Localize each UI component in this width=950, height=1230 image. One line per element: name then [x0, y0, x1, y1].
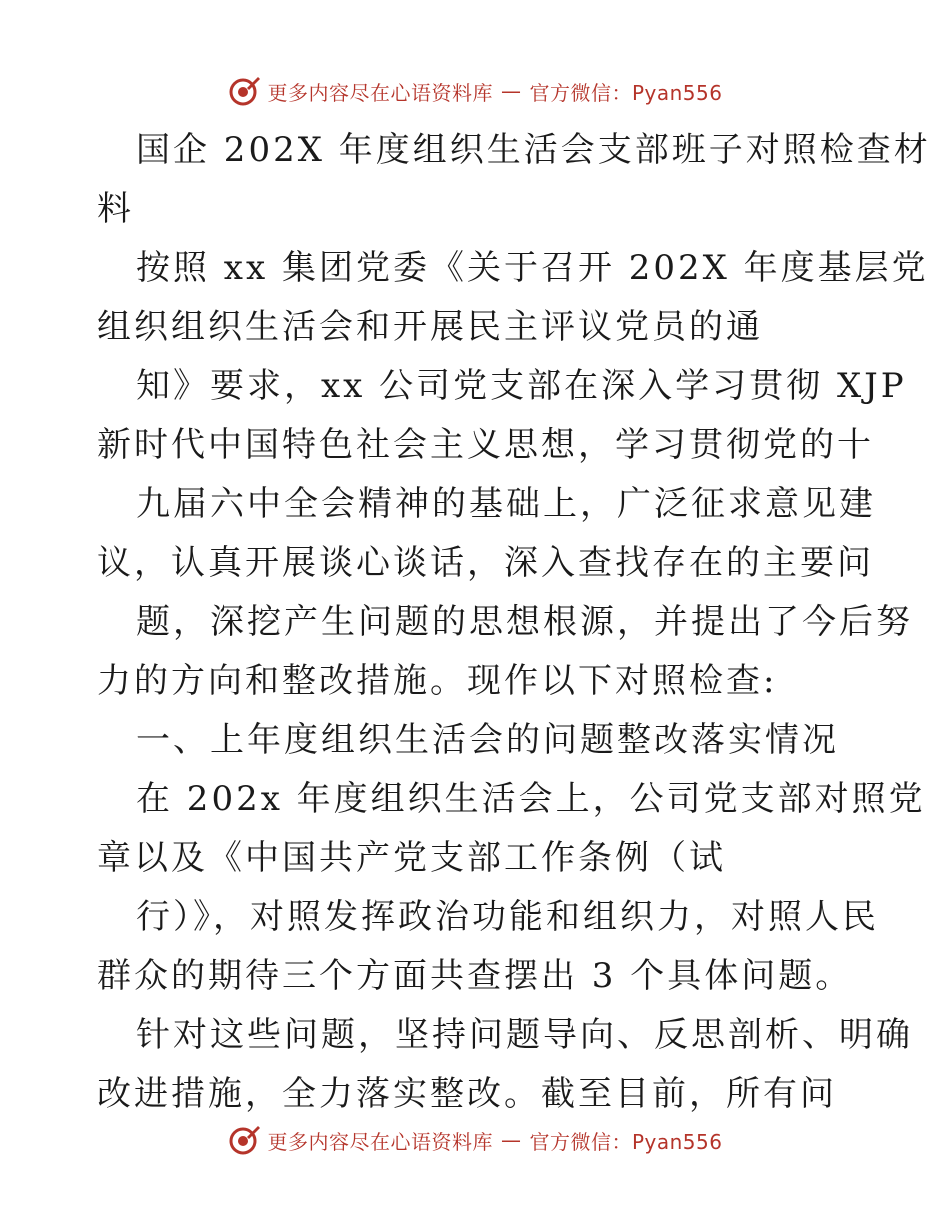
watermark-header — [0, 71, 950, 111]
watermark-contact: 官方微信：Pyan556 — [529, 1129, 723, 1154]
watermark-text: 更多内容尽在心语资料库 — [267, 1129, 493, 1154]
watermark-text: 更多内容尽在心语资料库 — [267, 80, 493, 105]
document-line: 知》要求，xx 公司党支部在深入学习贯彻 XJP — [136, 366, 907, 406]
document-line: 力的方向和整改措施。现作以下对照检查: — [97, 661, 778, 701]
document-line: 一、上年度组织生活会的问题整改落实情况 — [136, 720, 839, 760]
document-line: 针对这些问题，坚持问题导向、反思剖析、明确 — [136, 1015, 913, 1055]
document-line: 群众的期待三个方面共查摆出 3 个具体问题。 — [97, 956, 853, 996]
document-line: 国企 202X 年度组织生活会支部班子对照检查材 — [136, 130, 931, 170]
pen-logo-icon — [227, 1123, 261, 1157]
watermark-separator: — — [500, 1128, 522, 1152]
document-body — [97, 121, 931, 1124]
document-line: 题，深挖产生问题的思想根源，并提出了今后努 — [136, 602, 913, 642]
document-line: 九届六中全会精神的基础上，广泛征求意见建 — [136, 484, 876, 524]
watermark-separator: — — [500, 79, 522, 103]
document-line: 改进措施，全力落实整改。截至目前，所有问 — [97, 1074, 837, 1114]
document-line: 在 202x 年度组织生活会上，公司党支部对照党 — [136, 779, 926, 819]
watermark-footer — [0, 1120, 950, 1160]
document-line: 组织组织生活会和开展民主评议党员的通 — [97, 307, 763, 347]
document-line: 料 — [97, 189, 134, 229]
document-line: 议，认真开展谈心谈话，深入查找存在的主要问 — [97, 543, 874, 583]
document-line: 章以及《中国共产党支部工作条例（试 — [97, 838, 726, 878]
pen-logo-icon — [227, 74, 261, 108]
watermark-contact: 官方微信：Pyan556 — [529, 80, 723, 105]
document-line: 新时代中国特色社会主义思想，学习贯彻党的十 — [97, 425, 874, 465]
document-line: 行）》，对照发挥政治功能和组织力，对照人民 — [136, 897, 879, 937]
document-line: 按照 xx 集团党委《关于召开 202X 年度基层党 — [136, 248, 929, 288]
